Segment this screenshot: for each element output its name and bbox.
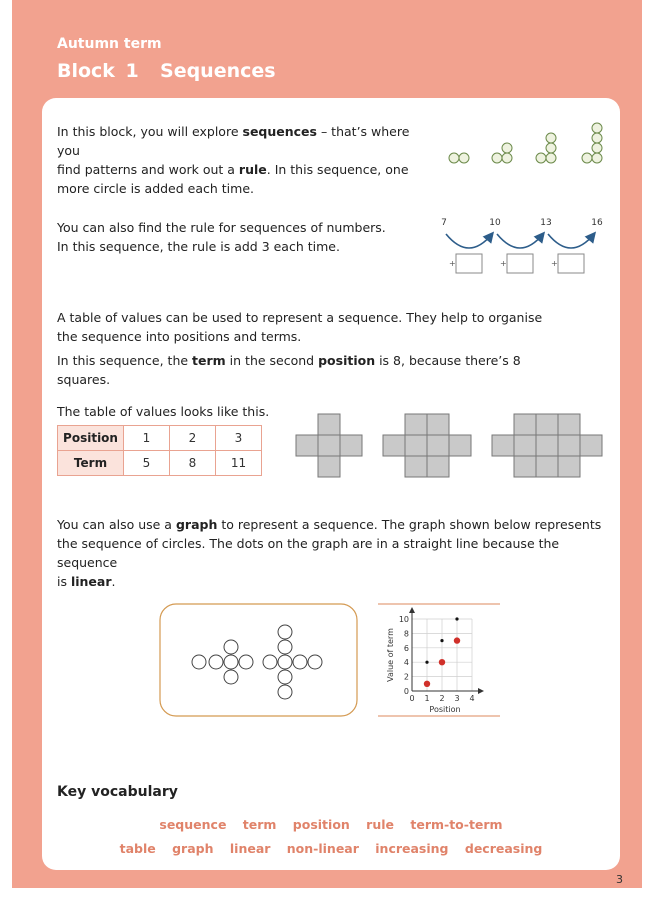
graph-x-tick-label: 2 [439,694,445,703]
vocabulary-row-2 [42,841,620,856]
graph-tick-labels [399,615,475,703]
answer-box-2[interactable] [507,254,533,273]
arrow-1 [446,234,492,248]
table-row-position [58,426,262,451]
graph-text-5: . [111,574,116,589]
table-intro-text-1: A table of values can be used to represent a sequence. They help to organise [57,310,543,325]
answer-box-1[interactable] [456,254,482,273]
graph-point-small [455,617,458,620]
graph-point-circles [454,637,460,643]
table-intro-paragraph [57,308,577,346]
square-pattern-2 [383,414,471,477]
circle-pattern-2 [492,143,512,163]
intro-keyword-sequences: sequences [242,124,317,139]
graph-x-tick-label: 3 [454,694,460,703]
square-sequence-diagram [292,410,608,480]
vocab-word: increasing [375,841,449,856]
intro-text-2: – that’s where you [57,124,410,158]
position-header: Position [58,426,124,451]
table-caption: The table of values looks like this. [57,404,270,419]
vocab-word: term-to-term [410,817,503,832]
vocab-word: linear [229,841,271,856]
term-label: Autumn term [57,36,162,52]
add-3-sequence-diagram [432,214,612,276]
graph-x-tick-label: 0 [409,694,415,703]
sequence-term-2: 10 [489,218,501,228]
intro-paragraph [57,122,427,198]
vocab-word: graph [172,841,214,856]
vocabulary-row-1 [42,817,620,832]
intro-keyword-rule: rule [238,162,267,177]
table-intro-text-2: the sequence into positions and terms. [57,329,302,344]
intro-text-5: more circle is added each time. [57,181,254,196]
position-cell-2: 2 [170,426,216,451]
graph-y-tick-label: 6 [403,643,409,653]
vocab-word: term [242,817,277,832]
graph-y-tick-label: 8 [403,629,409,639]
plus-sign-3: + [551,259,558,268]
graph-x-arrowhead [478,688,484,694]
square-pattern-1 [296,414,362,477]
sequence-term-1: 7 [441,218,447,228]
sequence-graph [378,604,500,716]
plus-sign-2: + [500,259,507,268]
graph-point-circles [439,659,445,665]
graph-y-tick-label: 2 [403,672,409,682]
circle-pattern-1 [449,153,469,163]
keyword-graph: graph [175,517,218,532]
vocab-word: rule [366,817,394,832]
number-sequence-paragraph [57,218,397,256]
graph-y-arrowhead [409,607,415,613]
sequence-term-3: 13 [540,218,552,228]
graph-intro-paragraph [57,515,617,591]
plus-sign-1: + [449,259,456,268]
table-of-values [57,425,262,476]
graph-text-3: the sequence of circles. The dots on the graph are in a straight line because the sequence [57,536,560,570]
circle-patterns-frame [160,604,357,716]
term-cell-1: 5 [124,451,170,476]
term-text-2: in the second [225,353,319,368]
graph-circle-pattern-1 [192,655,206,669]
vocab-word: table [119,841,156,856]
vocab-word: position [292,817,350,832]
graph-x-tick-label: 4 [469,694,475,703]
graph-y-tick-label: 0 [403,687,409,696]
circles-and-graph-figure [155,600,505,720]
page-number: 3 [616,873,623,886]
graph-y-tick-label: 4 [403,658,409,668]
graph-x-axis-label: Position [429,705,461,714]
graph-text-4: is [57,574,71,589]
vocab-word: non-linear [286,841,359,856]
circle-pattern-3 [536,133,556,163]
graph-axes [409,607,484,694]
vocabulary-heading: Key vocabulary [57,784,178,800]
term-text-1: In this sequence, the [57,353,193,368]
position-cell-3: 3 [216,426,262,451]
block-name: Sequences [160,60,276,82]
table-row-term [58,451,262,476]
intro-text-4: . In this sequence, one [266,162,409,177]
keyword-linear: linear [70,574,112,589]
keyword-term: term [192,353,226,368]
block-number: Block 1 [57,60,139,82]
vocab-word: decreasing [464,841,543,856]
circle-pattern-4 [582,123,602,163]
term-text-3: is 8, because there’s 8 squares. [57,353,521,387]
intro-text-3: find patterns and work out a [57,162,239,177]
graph-text-2: to represent a sequence. The graph shown below represents [217,517,602,532]
position-cell-1: 1 [124,426,170,451]
term-cell-2: 8 [170,451,216,476]
term-position-sentence [57,351,577,389]
keyword-position: position [318,353,376,368]
term-header: Term [58,451,124,476]
graph-gridlines [412,619,472,691]
arrow-3 [548,234,594,248]
arrow-2 [497,234,543,248]
sequence-term-4: 16 [591,218,603,228]
graph-point-small [425,661,428,664]
graph-point-circles [424,681,430,687]
answer-box-3[interactable] [558,254,584,273]
graph-y-tick-label: 10 [398,615,409,624]
vocab-word: sequence [159,817,227,832]
graph-text-1: You can also use a [57,517,176,532]
circle-sequence-diagram [444,120,614,170]
block-title [57,60,276,82]
graph-y-axis-label: Value of term [386,628,395,682]
number-text-1: You can also find the rule for sequences of numbers. [57,220,386,235]
intro-text-1: In this block, you will explore [57,124,243,139]
square-pattern-3 [492,414,602,477]
term-cell-3: 11 [216,451,262,476]
graph-x-tick-label: 1 [424,694,430,703]
number-text-2: In this sequence, the rule is add 3 each time. [57,239,340,254]
graph-point-small [440,639,443,642]
